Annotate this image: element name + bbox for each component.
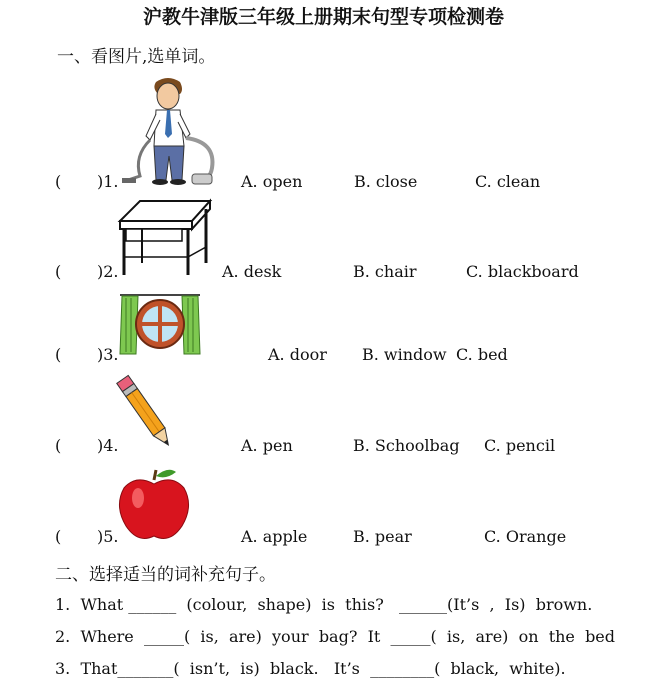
man-vacuuming-icon <box>120 76 230 188</box>
section2-heading: 二、选择适当的词补充句子。 <box>55 565 276 585</box>
sentence-line-3: 3. That_______( isn’t, is) black. It’s ________( black, white). <box>55 659 566 678</box>
q1-option-a: A. open <box>241 172 303 191</box>
desk-icon <box>116 197 212 277</box>
q2-option-b: B. chair <box>353 262 417 281</box>
q2-option-c: C. blackboard <box>466 262 579 281</box>
q4-number: )4. <box>97 436 119 455</box>
q2-option-a: A. desk <box>222 262 282 281</box>
q3-option-c: C. bed <box>456 345 508 364</box>
q4-option-c: C. pencil <box>484 436 556 455</box>
q2-open-paren: ( <box>55 262 62 281</box>
sentence-line-1: 1. What ______ (colour, shape) is this? ______(It’s , Is) brown. <box>55 595 593 614</box>
page-title: 沪教牛津版三年级上册期末句型专项检测卷 <box>142 6 504 28</box>
q5-open-paren: ( <box>55 527 62 546</box>
q5-option-b: B. pear <box>353 527 412 546</box>
q3-option-a: A. door <box>268 345 327 364</box>
q4-option-b: B. Schoolbag <box>353 436 460 455</box>
q5-option-a: A. apple <box>241 527 308 546</box>
q4-open-paren: ( <box>55 436 62 455</box>
apple-icon <box>116 466 192 544</box>
q3-number: )3. <box>97 345 119 364</box>
sentence-line-2: 2. Where _____( is, are) your bag? It _____( is, are) on the bed <box>55 627 616 646</box>
q3-option-b: B. window <box>362 345 447 364</box>
q4-option-a: A. pen <box>241 436 293 455</box>
q1-number: )1. <box>97 172 119 191</box>
q1-option-c: C. clean <box>475 172 541 191</box>
q5-number: )5. <box>97 527 119 546</box>
q3-open-paren: ( <box>55 345 62 364</box>
q2-number: )2. <box>97 262 119 281</box>
q1-open-paren: ( <box>55 172 62 191</box>
window-icon <box>118 292 202 356</box>
pencil-icon <box>116 372 176 454</box>
q5-option-c: C. Orange <box>484 527 567 546</box>
q1-option-b: B. close <box>354 172 418 191</box>
section1-heading: 一、看图片,选单词。 <box>57 47 216 67</box>
